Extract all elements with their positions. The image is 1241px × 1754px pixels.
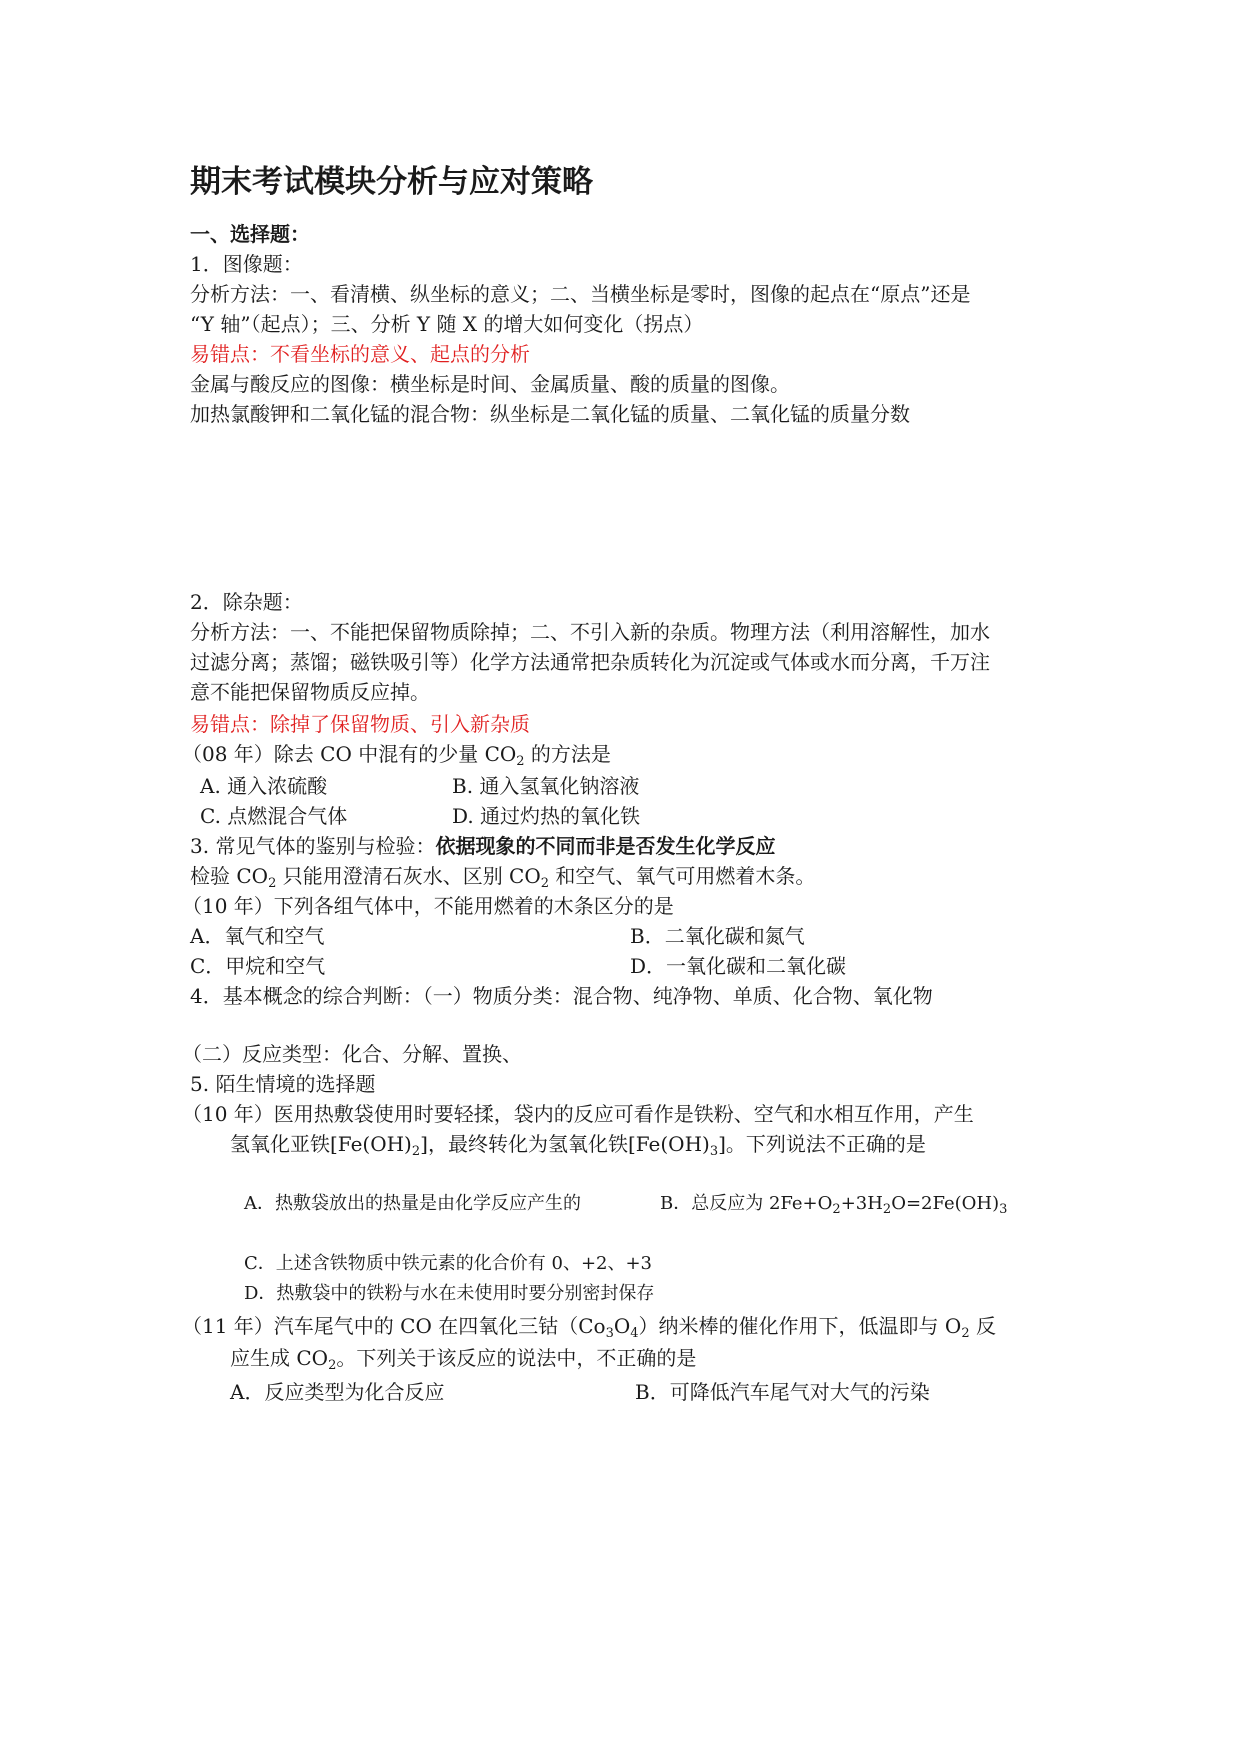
q5-example2-line1: （11 年）汽车尾气中的 CO 在四氧化三钴$(Co_3O_4)$纳米棒的催化作用下，低温即与 $O_2$ 反 [182,1314,996,1341]
q2-error-point: 易错点：除掉了保留物质、引入新杂质 [190,712,530,736]
q3-option-c: C．甲烷和空气 [190,954,326,978]
q5-option-c: C．上述含铁物质中铁元素的化合价有 0、+2、+3 [244,1253,653,1274]
q5-option-b: B．总反应为 $2Fe+O_2+3H_2O=2Fe(OH)_3$ [660,1193,1008,1217]
q5-example2-option-a: A．反应类型为化合反应 [230,1380,445,1404]
q5-option-d: D．热敷袋中的铁粉与水在未使用时要分别密封保存 [244,1283,655,1304]
q1-method-line1: 分析方法：一、看清横、纵坐标的意义；二、当横坐标是零时，图像的起点在“原点”还是 [190,282,971,306]
q5-example2-option-b: B．可降低汽车尾气对大气的污染 [635,1380,930,1404]
q1-heading: 1．图像题： [190,252,303,276]
q2-option-d: D. 通过灼热的氧化铁 [452,804,641,828]
q1-method-line2: “Y 轴”（起点）；三、分析 Y 随 X 的增大如何变化（拐点） [190,312,704,336]
q5-heading: 5. 陌生情境的选择题 [190,1072,376,1096]
q2-option-b: B. 通入氢氧化钠溶液 [452,774,640,798]
q5-example2-line2: 应生成 $CO_2$。下列关于该反应的说法中，不正确的是 [230,1346,697,1373]
q3-heading: 3. 常见气体的鉴别与检验：依据现象的不同而非是否发生化学反应 [190,834,776,858]
q2-method-line3: 意不能把保留物质反应掉。 [190,680,430,704]
q2-option-c: C. 点燃混合气体 [200,804,348,828]
q1-error-point: 易错点：不看坐标的意义、起点的分析 [190,342,530,366]
page-title: 期末考试模块分析与应对策略 [190,164,593,200]
q3-line: 检验 $CO_2$ 只能用澄清石灰水、区别 $CO_2$ 和空气、氧气可用燃着木条。 [190,864,816,891]
q2-method-line1: 分析方法：一、不能把保留物质除掉；二、不引入新的杂质。物理方法（利用溶解性，加水 [190,620,990,644]
q2-method-line2: 过滤分离；蒸馏；磁铁吸引等）化学方法通常把杂质转化为沉淀或气体或水而分离，千万注 [190,650,990,674]
q3-example: （10 年）下列各组气体中，不能用燃着的木条区分的是 [182,894,674,918]
section-heading-choice: 一、选择题： [190,222,310,246]
q3-option-d: D．一氧化碳和二氧化碳 [630,954,847,978]
q3-option-a: A．氧气和空气 [190,924,325,948]
q2-option-a: A. 通入浓硫酸 [200,774,328,798]
q1-line3: 金属与酸反应的图像：横坐标是时间、金属质量、酸的质量的图像。 [190,372,790,396]
q1-line4: 加热氯酸钾和二氧化锰的混合物：纵坐标是二氧化锰的质量、二氧化锰的质量分数 [190,402,910,426]
q5-example1-line1: （10 年）医用热敷袋使用时要轻揉，袋内的反应可看作是铁粉、空气和水相互作用，产生 [182,1102,974,1126]
q3-option-b: B．二氧化碳和氮气 [630,924,805,948]
q2-heading: 2．除杂题： [190,590,303,614]
q5-example1-line2: 氢氧化亚铁$[Fe(OH)_2]$，最终转化为氢氧化铁$[Fe(OH)_3]$。下列说法不正确的是 [230,1132,926,1159]
q2-example: （08 年）除去 CO 中混有的少量 $CO_2$ 的方法是 [182,742,611,769]
q5-option-a: A．热敷袋放出的热量是由化学反应产生的 [244,1193,581,1214]
q4-line1: 4．基本概念的综合判断：（一）物质分类：混合物、纯净物、单质、化合物、氧化物 [190,984,933,1008]
q4-line2: （二）反应类型：化合、分解、置换、 [182,1042,522,1066]
